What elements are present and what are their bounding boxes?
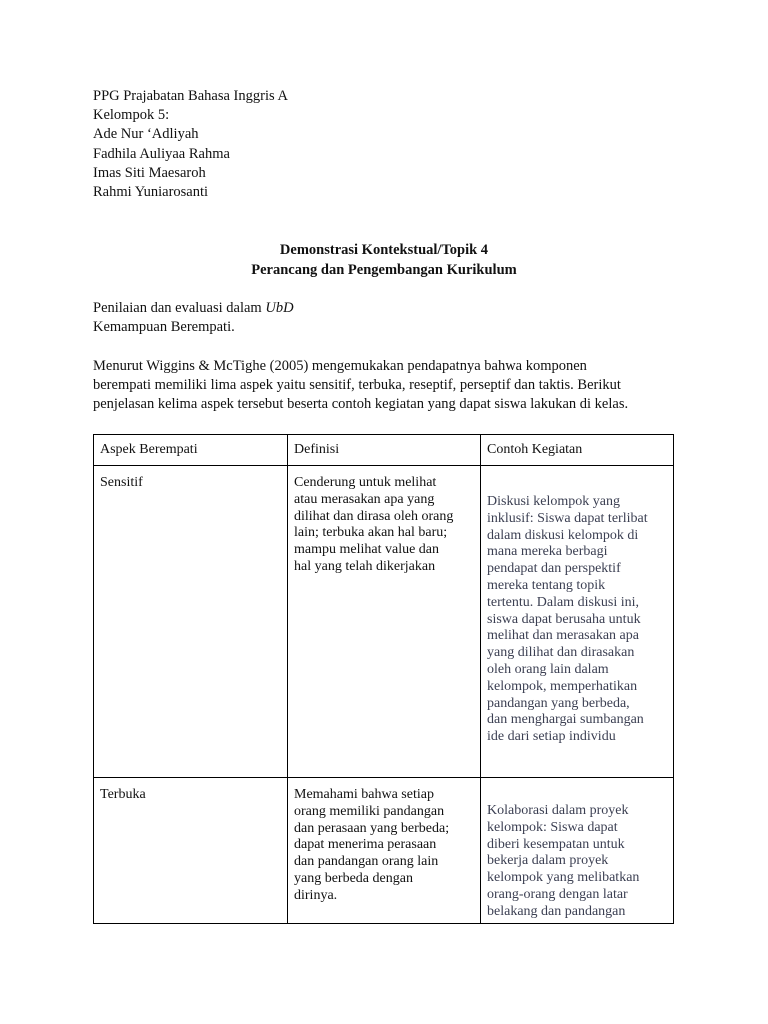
document-subtitle: Perancang dan Pengembangan Kurikulum <box>251 262 517 278</box>
empathy-aspects-table <box>93 434 674 924</box>
program-name: PPG Prajabatan Bahasa Inggris A <box>93 88 288 104</box>
intro-line: Menurut Wiggins & McTighe (2005) mengemukakan pendapatnya bahwa komponen <box>93 358 587 374</box>
table-header-row <box>94 435 674 466</box>
definition-cell: Cenderung untuk melihat atau merasakan apa yang dilihat dan dirasa oleh orang lain; terbuka akan hal baru; mampu melihat value dan hal yang telah dikerjakan <box>288 466 481 778</box>
intro-paragraph <box>93 357 683 414</box>
intro-line: penjelasan kelima aspek tersebut beserta contoh kegiatan yang dapat siswa lakukan di kelas. <box>93 396 629 412</box>
member-name: Imas Siti Maesaroh <box>93 165 206 181</box>
aspect-cell: Sensitif <box>94 466 288 778</box>
document-title: Demonstrasi Kontekstual/Topik 4 <box>279 242 489 258</box>
column-header: Definisi <box>288 435 481 466</box>
section-subheading: Kemampuan Berempati. <box>93 319 235 335</box>
member-name: Rahmi Yuniarosanti <box>93 184 209 200</box>
section-heading-text: Penilaian dan evaluasi dalam <box>93 300 266 316</box>
table-row <box>94 466 674 778</box>
column-header: Aspek Berempati <box>94 435 288 466</box>
member-name: Fadhila Auliyaa Rahma <box>93 146 230 162</box>
member-name: Ade Nur ‘Adliyah <box>93 126 199 142</box>
intro-line: berempati memiliki lima aspek yaitu sensitif, terbuka, reseptif, perseptif dan taktis. Berikut <box>93 377 621 393</box>
aspect-cell: Terbuka <box>94 778 288 924</box>
example-cell: Kolaborasi dalam proyek kelompok: Siswa dapat diberi kesempatan untuk bekerja dalam proyek kelompok yang melibatkan orang-orang dengan latar belakang dan pandangan <box>481 778 674 924</box>
ubd-term: UbD <box>265 300 294 316</box>
definition-cell: Memahami bahwa setiap orang memiliki pandangan dan perasaan yang berbeda; dapat menerima perasaan dan pandangan orang lain yang berbeda dengan dirinya. <box>288 778 481 924</box>
example-cell: Diskusi kelompok yang inklusif: Siswa dapat terlibat dalam diskusi kelompok di mana mereka berbagi pendapat dan perspektif mereka tentang topik tertentu. Dalam diskusi ini, siswa dapat berusaha untuk melihat dan merasakan apa yang dilihat dan dirasakan oleh orang lain dalam kelompok, memperhatikan pandangan yang berbeda, dan menghargai sumbangan ide dari setiap individu <box>481 466 674 778</box>
table-row <box>94 778 674 924</box>
section-heading <box>93 299 294 318</box>
column-header: Contoh Kegiatan <box>481 435 674 466</box>
group-label: Kelompok 5: <box>93 107 170 123</box>
